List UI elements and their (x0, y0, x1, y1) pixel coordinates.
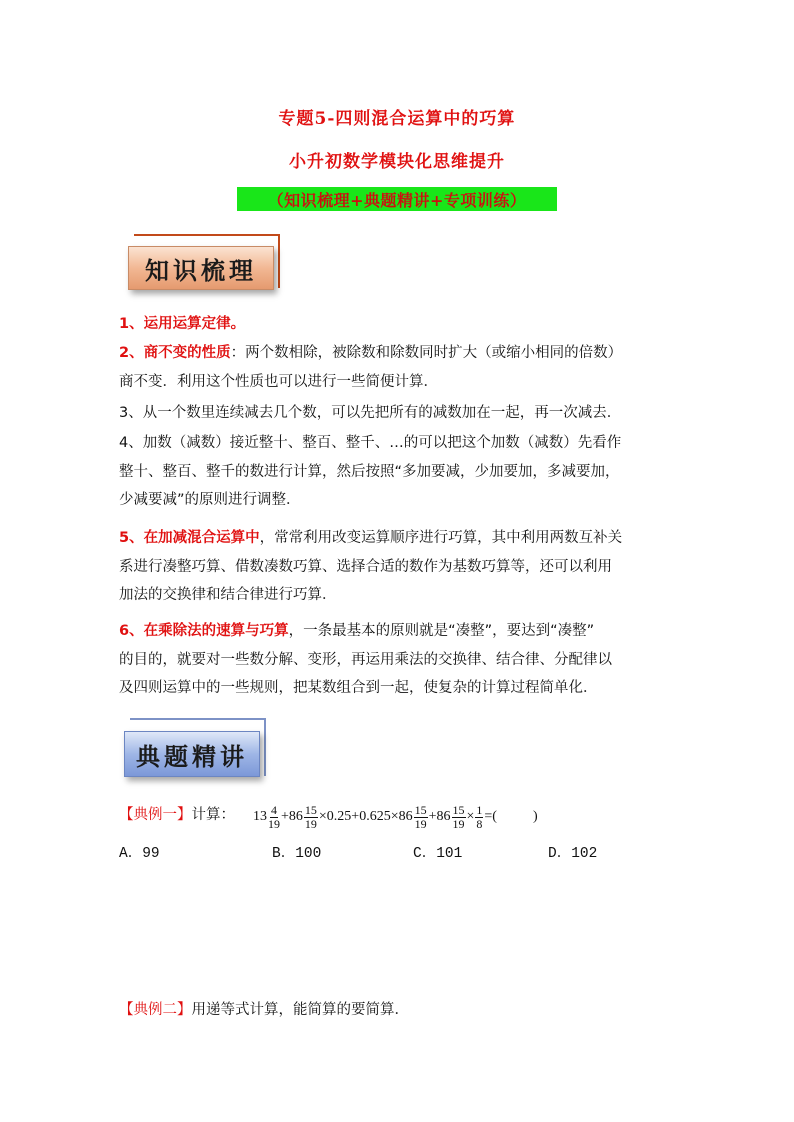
option-d[interactable]: D．102 (548, 846, 598, 862)
knowledge-item-5 (119, 524, 699, 610)
item-line: 及四则运算中的一些规则，把某数组合到一起，使复杂的计算过程简单化． (119, 680, 598, 696)
example-tag: 【典例一】 (119, 807, 192, 823)
mixed-number-whole: 13 (253, 809, 267, 824)
item-lead: 5、在加减混合运算中 (119, 530, 260, 546)
example-1-formula (253, 797, 538, 837)
section-badge-examples (124, 718, 266, 780)
item-line: ：两个数相除，被除数和除数同时扩大（或缩小相同的倍数） (230, 345, 623, 361)
knowledge-item-2 (119, 339, 699, 396)
section-badge-label: 知识梳理 (128, 246, 274, 290)
fraction: $\frac{4}{19}$ (268, 802, 280, 831)
item-line: ，一条最基本的原则就是“凑整”，要达到“凑整” (288, 623, 595, 639)
answer-blank-close: ) (532, 809, 538, 824)
item-lead: 6、在乘除法的速算与巧算 (119, 623, 289, 639)
item-line: 的目的，就要对一些数分解、变形，再运用乘法的交换律、结合律、分配律以 (119, 651, 612, 668)
answer-blank-open: =( (484, 809, 497, 824)
knowledge-item-4 (119, 429, 699, 515)
item-lead: 1、运用运算定律。 (119, 316, 246, 332)
option-a[interactable]: A．99 (119, 846, 160, 862)
item-line: 少减要减”的原则进行调整． (119, 492, 301, 508)
expression-segment: +86 (428, 809, 451, 824)
option-b[interactable]: B．100 (272, 846, 322, 862)
item-line: 加法的交换律和结合律进行巧算． (119, 587, 337, 603)
fraction: $\frac{15}{19}$ (414, 802, 427, 831)
item-line: 商不变．利用这个性质也可以进行一些简便计算． (119, 373, 438, 390)
document-title: 专题5-四则混合运算中的巧算 (278, 109, 516, 129)
fraction: $\frac{15}{19}$ (304, 802, 317, 831)
example-2-heading (119, 996, 699, 1025)
example-prompt: 计算： (191, 807, 235, 823)
knowledge-item-3 (119, 399, 699, 428)
section-badge-label: 典题精讲 (124, 731, 260, 777)
item-lead: 2、商不变的性质 (119, 345, 231, 361)
fraction: $\frac{15}{19}$ (452, 802, 465, 831)
example-1-heading (119, 801, 259, 830)
mixed-number-whole: 86 (288, 809, 303, 824)
item-line: ，常常利用改变运算顺序进行巧算，其中利用两数互补关 (259, 530, 623, 546)
item-line: 系进行凑整巧算、借数凑数巧算、选择合适的数作为基数巧算等，还可以利用 (119, 558, 612, 575)
knowledge-item-6 (119, 617, 699, 703)
item-line: 4、加数（减数）接近整十、整百、整千、…的可以把这个加数（减数）先看作 (119, 435, 622, 451)
expression-segment: ×0.25+0.625×86 (318, 809, 413, 824)
knowledge-item-1 (119, 310, 699, 339)
example-prompt: 用递等式计算，能简算的要简算． (191, 1002, 409, 1018)
example-tag: 【典例二】 (119, 1002, 192, 1018)
subtitle-highlight-box: （知识梳理+典题精讲+专项训练） (237, 187, 557, 211)
operator: + (281, 809, 289, 824)
fraction: $\frac{1}{8}$ (476, 802, 483, 831)
option-c[interactable]: C．101 (413, 846, 463, 862)
item-line: 整十、整百、整千的数进行计算，然后按照“多加要减，少加要加，多减要加， (119, 463, 620, 480)
operator: × (466, 809, 475, 824)
section-badge-knowledge (128, 234, 280, 292)
item-line: 3、从一个数里连续减去几个数，可以先把所有的减数加在一起，再一次减去． (119, 405, 622, 421)
document-subtitle: 小升初数学模块化思维提升 (289, 152, 505, 172)
